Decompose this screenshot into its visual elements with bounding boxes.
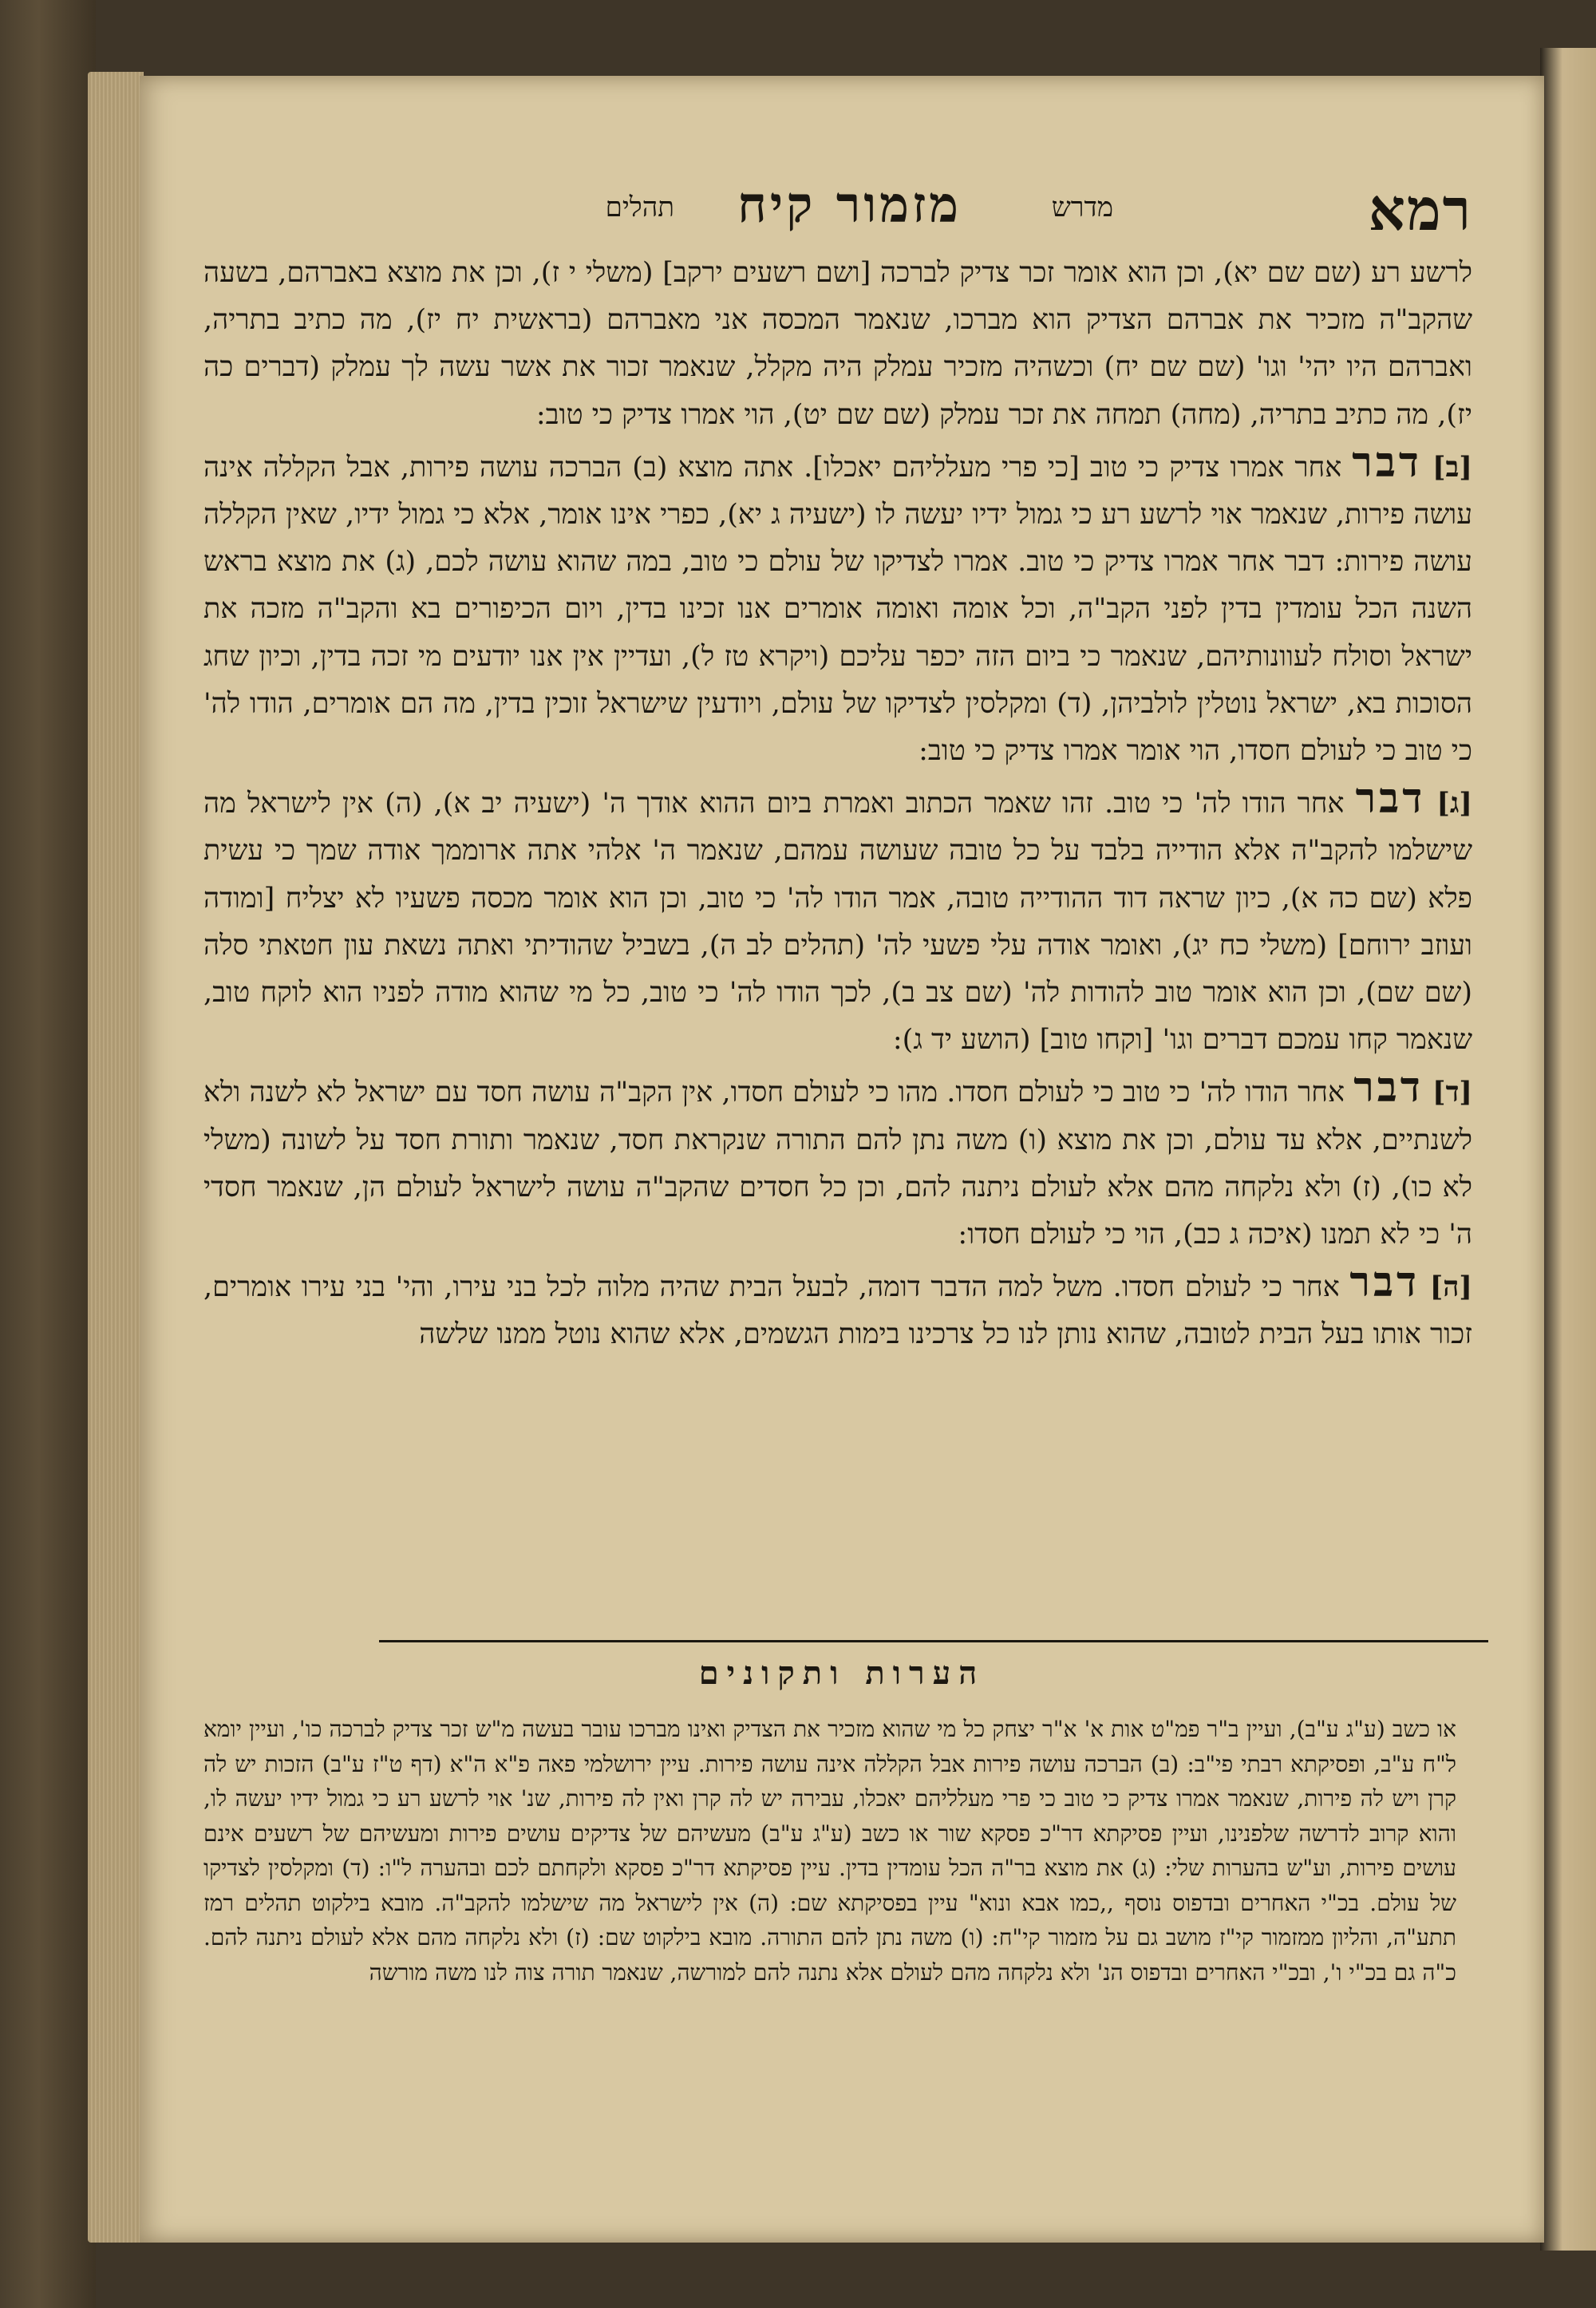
paragraph-text: אחר הודו לה' כי טוב. זהו שאמר הכתוב ואמרת ביום ההוא אודך ה' (ישעיה יב א), (ה) אין לישראל מה שישלמו להקב"ה אלא הודייה בלבד על כל טובה שעושה עמהם, שנאמר ה' אלהי אתה ארוממך אודה שמך כי עשית פלא (שם כה א), כיון שראה דוד ההודייה טובה, אמר הודו לה' כי טוב, וכן הוא אומר מכסה פשעיו לא יצליח [ומודה ועוזב ירוחם] (משלי כח יג), ואומר אודה עלי פשעי לה' (תהלים לב ה), בשביל שהודיתי ואתה נשאת עון חטאתי סלה (שם שם), וכן הוא אומר טוב להודות לה' (שם צב ב), לכך הודו לה' כי טוב, כל מי שהוא מודה לפניו הוא לוקח טוב, שנאמר קחו עמכם דברים וגו' [וקחו טוב] (הושע יד ג): xyxy=(203,788,1472,1057)
book-page xyxy=(140,76,1544,2243)
paragraph-number: [ג] xyxy=(1436,787,1472,820)
header-title: מזמור קיח xyxy=(737,176,962,234)
notes-text: או כשב (ע"ג ע"ב), ועיין ב"ר פמ"ט אות א' א"ר יצחק כל מי שהוא מזכיר את הצדיק ואינו מברכו עובר בעשה מ"ש זכר צדיק לברכה כו', ועיין יומא ל"ח ע"ב, ופסיקתא רבתי פי"ב: (ב) הברכה עושה פירות אבל הקללה אינה עושה פירות. עיין ירושלמי פאה פ"א ה"א (דף ט"ז ע"ב) הזכות יש לה קרן ויש לה פירות, שנאמר אמרו צדיק כי טוב כי פרי מעלליהם יאכלו, עבירה יש לה קרן ואין לה פירות, שנ' אוי לרשע רע כי גמול ידיו יעשה לו, והוא קרוב לדרשה שלפנינו, ועיין פסיקתא דר"כ פסקא שור או כשב (ע"ג ע"ב) מעשיהם של צדיקים עושים פירות ומעשיהם של רשעים אינם עושים פירות, וע"ש בהערות שלי: (ג) את מוצא בר"ה הכל עומדין בדין. עיין פסיקתא דר"כ פסקא ולקחתם לכם ובהערה ל"ו: (ד) ומקלסין לצדיקו של עולם. בכ"י האחרים ובדפוס נוסף ,,כמו אבא ונוא" עיין בפסיקתא שם: (ה) אין לישראל מה שישלמו להקב"ה. מובא בילקוט תהלים רמז תתע"ה, והליון ממזמור קי"ז מושב גם על מזמור קי"ח: (ו) משה נתן להם התורה. מובא בילקוט שם: (ז) ולא נלקחה מהם אלא לעולם ניתנה להם. כ"ה גם בכ"י ו', ובכ"י האחרים ובדפוס הנ' ולא נלקחה מהם לעולם אלא נתנה להם למורשה, שנאמר תורה צוה לנו משה מורשה xyxy=(203,1716,1456,1986)
page-number: רמא xyxy=(1368,176,1472,243)
paragraph-text: אחר כי לעולם חסדו. משל למה הדבר דומה, לבעל הבית שהיה מלוה לכל בני עירו, והי' בני עירו אומרים, זכור אותו בעל הבית לטובה, שהוא נותן לנו כל צרכינו בימות הגשמים, אלא שהוא נוטל ממנו שלשה xyxy=(203,1271,1472,1351)
paragraph-lead-word: דבר xyxy=(1352,437,1422,487)
paragraph-lead-word: דבר xyxy=(1355,774,1426,824)
paragraph-3 xyxy=(203,775,1472,1064)
paragraph-text: לרשע רע (שם שם יא), וכן הוא אומר זכר צדיק לברכה [ושם רשעים ירקב] (משלי י ז), וכן את מוצא באברהם, בשעה שהקב"ה מזכיר את אברהם הצדיק הוא מברכו, שנאמר המכסה אני מאברהם (בראשית יח יז), מה כתיב בתריה, ואברהם היו יהי' וגו' (שם שם יח) וכשהיה מזכיר עמלק היה מקלל, שנאמר זכור את אשר עשה לך עמלק (דברים כה יז), מה כתיב בתריה, (מחה) תמחה את זכר עמלק (שם שם יט), הוי אמרו צדיק כי טוב: xyxy=(203,257,1472,431)
paragraph-4 xyxy=(203,1064,1472,1259)
paragraph-2 xyxy=(203,439,1472,775)
main-text xyxy=(203,250,1472,1359)
notes-title: הערות ותקונים xyxy=(698,1654,986,1692)
header-right-word: מדרש xyxy=(1051,192,1113,223)
paragraph-text: אחר הודו לה' כי טוב כי לעולם חסדו. מהו כי לעולם חסדו, אין הקב"ה עושה חסד עם ישראל לא לשנה ולא לשנתיים, אלא עד עולם, וכן את מוצא (ו) משה נתן להם התורה שנקראת חסד, שנאמר ותורת חסד על לשונה (משלי לא כו), (ז) ולא נלקחה מהם אלא לעולם ניתנה להם, וכן כל חסדים שהקב"ה עושה לישראל לעולם הן, שנאמר חסדי ה' כי לא תמנו (איכה ג כב), הוי כי לעולם חסדו: xyxy=(203,1077,1472,1251)
running-header xyxy=(203,176,1472,247)
paragraph-number: [ב] xyxy=(1432,450,1472,484)
facing-page-edge xyxy=(1540,48,1596,2251)
paragraph-continuation xyxy=(203,250,1472,439)
notes-text-block xyxy=(203,1712,1456,1990)
notes-divider xyxy=(379,1640,1488,1642)
paragraph-text: אחר אמרו צדיק כי טוב [כי פרי מעלליהם יאכלו]. אתה מוצא (ב) הברכה עושה פירות, אבל הקללה אינה עושה פירות, שנאמר אוי לרשע רע כי גמול ידיו יעשה לו (ישעיה ג יא), כפרי אינו אומר, אלא כי גמול ידיו, שאין הקללה עושה פירות: דבר אחר אמרו צדיק כי טוב. אמרו לצדיקו של עולם כי טוב, במה שהוא עושה לכם, (ג) את מוצא בראש השנה הכל עומדין בדין לפני הקב"ה, וכל אומה ואומה אומרים אנו זכינו בדין, ויום הכיפורים בא והקב"ה מזכה את ישראל וסולח לעוונותיהם, שנאמר כי ביום הזה יכפר עליכם (ויקרא טז ל), ועדיין אין אנו יודעים מי זכה בדין, וכיון שחג הסוכות בא, ישראל נוטלין לולביהן, (ד) ומקלסין לצדיקו של עולם, ויודעין שישראל זוכין בדין, מה הם אומרים, הודו לה' כי טוב כי לעולם חסדו, הוי אומר אמרו צדיק כי טוב: xyxy=(203,451,1472,768)
page-edges xyxy=(88,72,144,2243)
paragraph-5 xyxy=(203,1259,1472,1358)
paragraph-lead-word: דבר xyxy=(1353,1063,1424,1113)
book-cover-left xyxy=(0,0,96,2308)
paragraph-number: [ד] xyxy=(1432,1076,1472,1109)
paragraph-number: [ה] xyxy=(1429,1271,1472,1304)
paragraph-lead-word: דבר xyxy=(1349,1258,1420,1307)
header-left-word: תהלים xyxy=(605,192,674,223)
